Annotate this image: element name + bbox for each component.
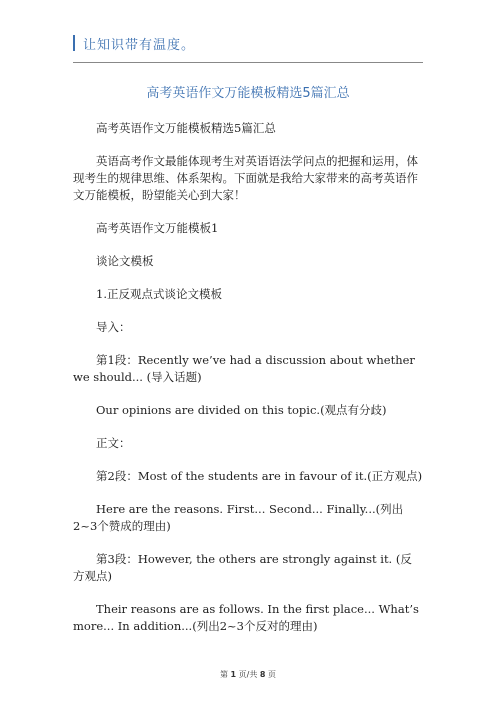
header-accent-bar xyxy=(73,35,75,51)
paragraph: Here are the reasons. First... Second... Finally...(列出2~3个赞成的理由) xyxy=(73,502,404,533)
paragraph: Our opinions are divided on this topic.(观点有分歧) xyxy=(96,403,387,417)
paragraph: 1.正反观点式谈论文模板 xyxy=(96,287,222,301)
header-divider xyxy=(73,62,423,63)
paragraph: 高考英语作文万能模板1 xyxy=(96,221,219,235)
total-pages-number: 8 xyxy=(259,670,266,679)
paragraph: 第3段：However, the others are strongly against it. (反方观点) xyxy=(73,552,412,583)
paragraph: 第2段：Most of the students are in favour of it.(正方观点) xyxy=(96,469,423,483)
paragraph: Their reasons are as follows. In the first place... What’s more... In addition...(列出2~3个反对的理由) xyxy=(73,602,419,633)
document-body xyxy=(73,120,423,651)
header-slogan: 让知识带有温度。 xyxy=(83,37,196,53)
current-page-number: 1 xyxy=(230,670,237,679)
paragraph: 高考英语作文万能模板精选5篇汇总 xyxy=(96,121,276,135)
page-header xyxy=(73,34,195,52)
paragraph: 导入： xyxy=(96,320,131,334)
paragraph: 谈论文模板 xyxy=(96,254,154,268)
page-footer xyxy=(0,669,496,680)
paragraph: 正文： xyxy=(96,436,131,450)
paragraph: 英语高考作文最能体现考生对英语语法学问点的把握和运用，体现考生的规律思维、体系架构。下面就是我给大家带来的高考英语作文万能模板，盼望能关心到大家！ xyxy=(73,154,418,202)
document-title: 高考英语作文万能模板精选5篇汇总 xyxy=(146,86,350,101)
paragraph: 第1段：Recently we’ve had a discussion about whether we should... (导入话题) xyxy=(73,353,415,384)
footer-middle: 页/共 xyxy=(238,670,258,679)
footer-prefix: 第 xyxy=(219,670,228,679)
footer-suffix: 页 xyxy=(268,670,277,679)
